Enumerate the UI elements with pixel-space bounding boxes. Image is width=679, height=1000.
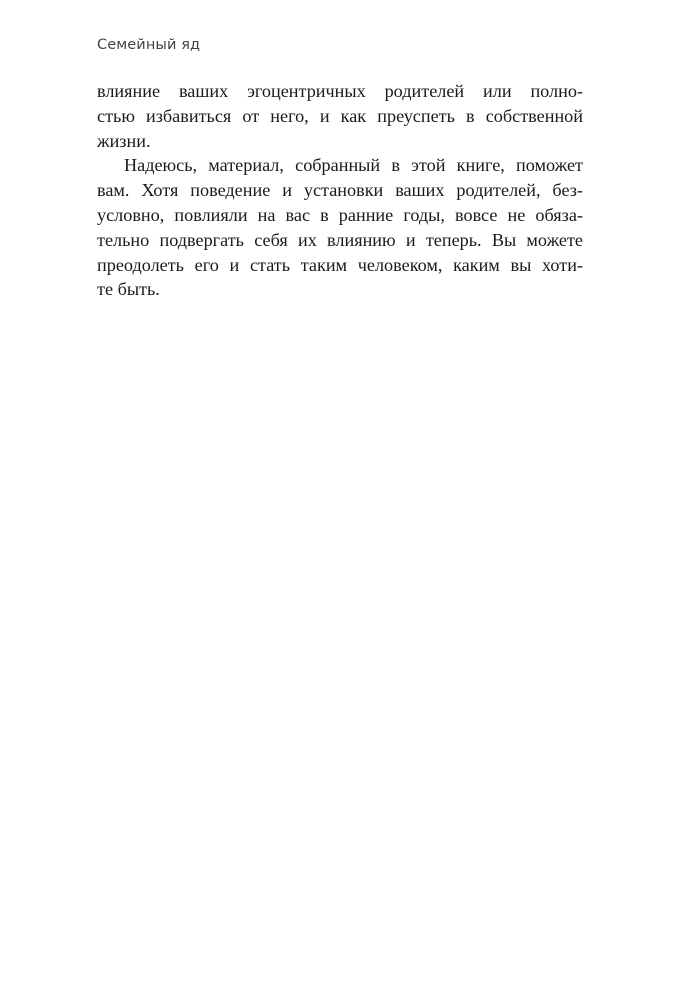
text-line: Надеюсь, материал, собранный в этой книге, поможет <box>124 155 583 176</box>
text-line: вам. Хотя поведение и установки ваших родителей, без- <box>97 180 583 201</box>
text-line: жизни. <box>97 130 151 151</box>
running-head: Семейный яд <box>97 37 201 53</box>
text-line: стью избавиться от него, и как преуспеть в собственной <box>97 105 583 126</box>
text-line: тельно подвергать себя их влиянию и теперь. Вы можете <box>97 229 583 250</box>
paragraph <box>97 153 583 302</box>
text-line: те быть. <box>97 279 160 300</box>
text-line: влияние ваших эгоцентричных родителей или полно- <box>97 81 583 101</box>
paragraph <box>97 79 583 153</box>
body-text <box>97 79 583 302</box>
text-line: условно, повлияли на вас в ранние годы, вовсе не обяза- <box>97 204 583 225</box>
text-line: преодолеть его и стать таким человеком, каким вы хоти- <box>97 254 583 275</box>
